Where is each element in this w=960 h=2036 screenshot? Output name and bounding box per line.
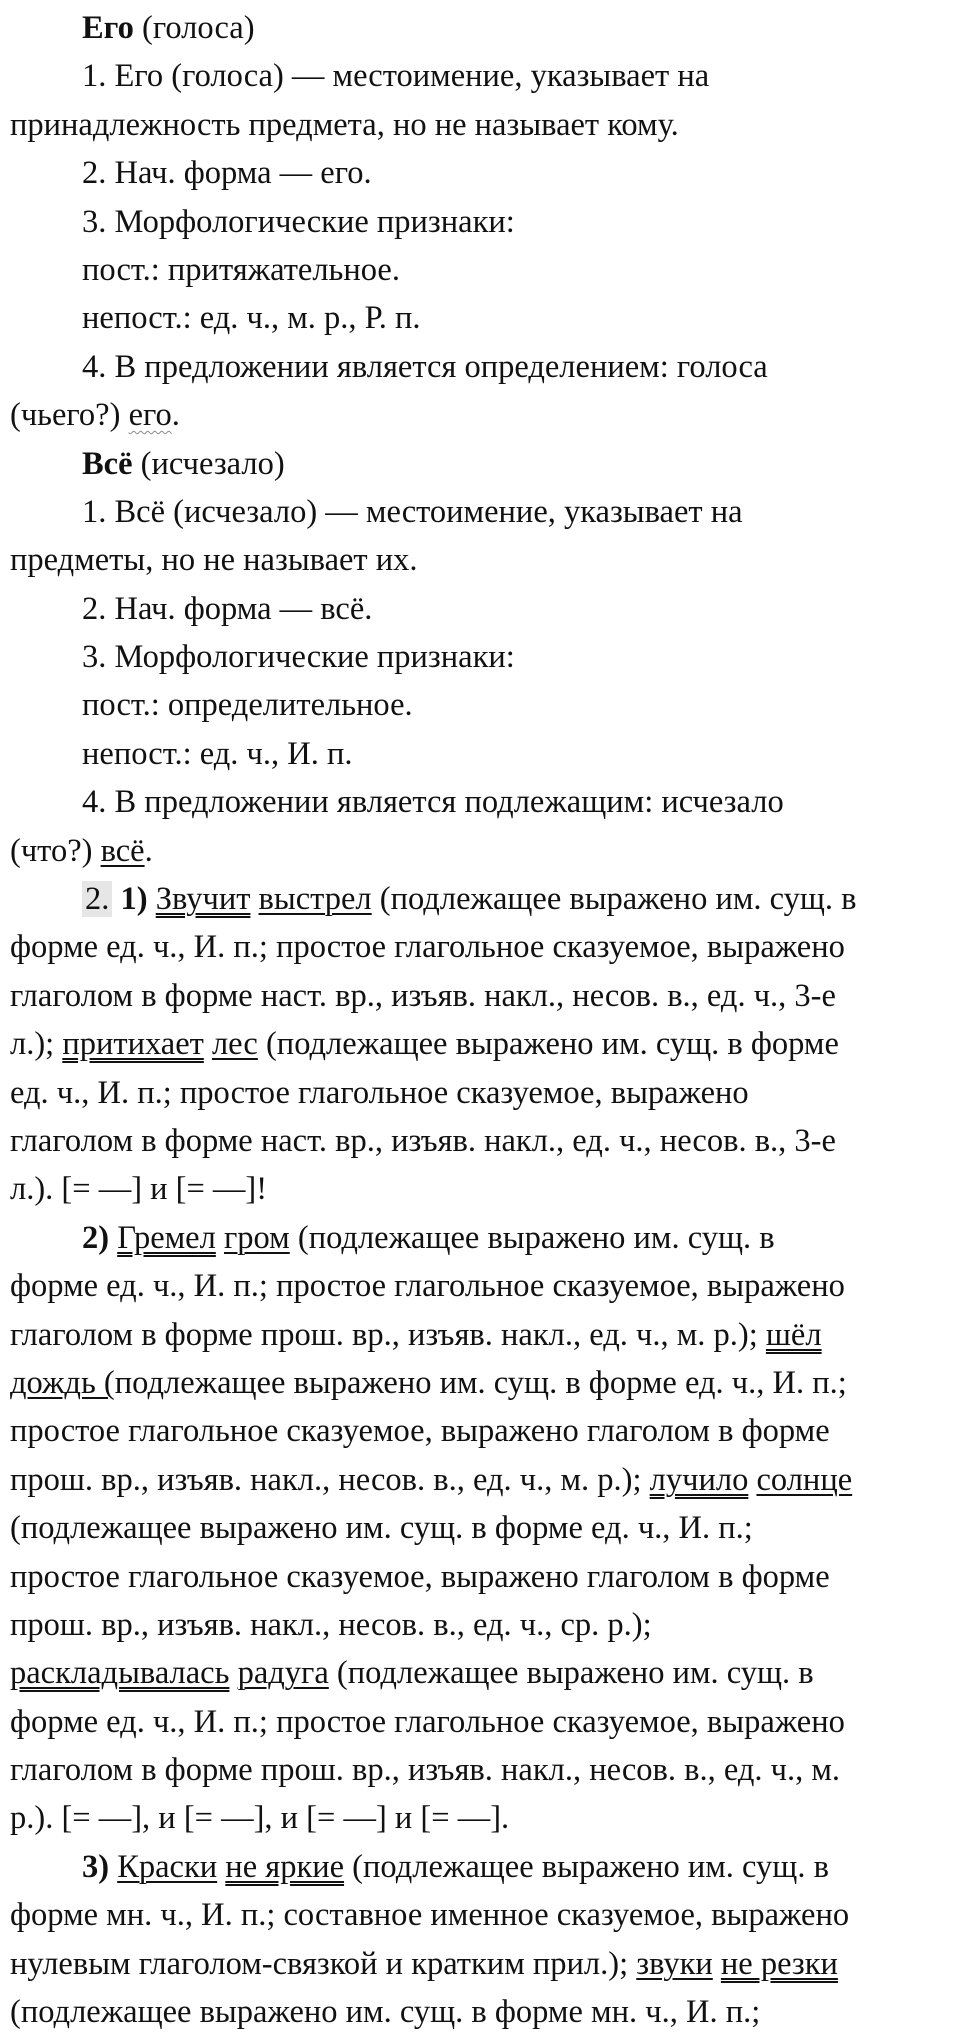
text-line [10,1843,950,1891]
text-line: ед. ч., И. п.; простое глагольное сказуемое, выражено [10,1074,749,1111]
text-line: глаголом в форме наст. вр., изъяв. накл., ед. ч., несов. в., 3-е [10,1122,836,1159]
subject-word: лес [211,1026,258,1063]
subject-word: гром [223,1219,290,1256]
text-line: (подлежащее выражено им. сущ. в форме мн. ч., И. п.; [10,1994,761,2031]
subject-word: солнце [756,1461,853,1498]
subject-underlined-word: всё [100,832,145,869]
predicate-word: шёл [765,1316,822,1353]
text-line [10,1456,950,1504]
word-title: Всё [82,445,133,482]
text-line: 1. Его (голоса) — местоимение, указывает на [82,58,710,95]
text-fragment: (подлежащее выражено им. сущ. в [328,1655,814,1692]
text-fragment: . [171,397,180,434]
predicate-word: лучило [649,1461,749,1498]
predicate-word: раскладывалась [10,1655,230,1692]
text-line: 3. Морфологические признаки: [82,203,515,240]
text-line: (подлежащее выражено им. сущ. в форме ед. ч., И. п.; [10,1510,753,1547]
text-line: пост.: притяжательное. [82,251,400,288]
word-heading [10,440,950,488]
subject-word: звуки [636,1945,713,1982]
text-line: глаголом в форме наст. вр., изъяв. накл., несов. в., ед. ч., 3-е [10,977,836,1014]
text-fragment: нулевым глаголом-связкой и кратким прил.); [10,1945,637,1982]
text-line: непост.: ед. ч., м. р., Р. п. [82,300,421,337]
text-line: р.). [= —], и [= —], и [= —] и [= —]. [10,1800,510,1837]
subject-word: Краски [117,1848,218,1885]
word-heading [10,4,950,52]
text-line: 4. В предложении является подлежащим: исчезало [82,784,784,821]
text-line: непост.: ед. ч., И. п. [82,735,353,772]
predicate-word: не резки [720,1945,838,1982]
subject-word: радуга [237,1655,329,1692]
text-line [10,1940,950,1988]
text-fragment: (подлежащее выражено им. сущ. в [371,881,857,918]
text-line [10,875,950,923]
text-line: прош. вр., изъяв. накл., несов. в., ед. ч., ср. р.); [10,1606,652,1643]
text-line [10,1020,950,1068]
text-line: 4. В предложении является определением: голоса [82,348,768,385]
predicate-word: притихает [62,1026,204,1063]
text-line: л.). [= —] и [= —]! [10,1171,268,1208]
text-fragment: л.); [10,1026,63,1063]
sentence-label: 1) [120,881,148,918]
text-line: 2. Нач. форма — его. [82,155,372,192]
text-line [10,391,950,439]
text-fragment: прош. вр., изъяв. накл., несов. в., ед. ч., м. р.); [10,1461,650,1498]
text-fragment: (чьего?) [10,397,129,434]
text-fragment: глаголом в форме прош. вр., изъяв. накл., ед. ч., м. р.); [10,1316,766,1353]
text-line: простое глагольное сказуемое, выражено глаголом в форме [10,1558,830,1595]
word-context: (голоса) [133,10,255,46]
text-line [10,827,950,875]
text-line: глаголом в форме прош. вр., изъяв. накл., несов. в., ед. ч., м. [10,1752,841,1789]
text-line: принадлежность предмета, но не называет кому. [10,106,679,143]
task-number: 2. [82,881,112,917]
attribute-underlined-word: его [128,397,172,434]
text-line: 3. Морфологические признаки: [82,639,515,676]
text-line: 2. Нач. форма — всё. [82,590,373,627]
text-fragment: (подлежащее выражено им. сущ. в [344,1848,829,1885]
text-line [10,1311,950,1359]
text-fragment: (подлежащее выражено им. сущ. в форме [257,1026,839,1063]
subject-word: выстрел [258,881,372,918]
text-line: 1. Всё (исчезало) — местоимение, указывает на [82,493,743,530]
text-line: предметы, но не называет их. [10,542,418,579]
sentence-label: 3) [82,1848,110,1885]
text-line [10,1214,950,1262]
text-line: форме ед. ч., И. п.; простое глагольное сказуемое, выражено [10,1703,845,1740]
sentence-label: 2) [82,1219,110,1256]
text-fragment: подлежащее выражено им. сущ. в форме ед. ч., И. п.; [114,1364,847,1401]
text-line: форме ед. ч., И. п.; простое глагольное сказуемое, выражено [10,1268,845,1305]
text-line: пост.: определительное. [82,687,413,724]
text-line: форме ед. ч., И. п.; простое глагольное сказуемое, выражено [10,929,845,966]
text-line [10,1649,950,1697]
text-fragment: (подлежащее выражено им. сущ. в [289,1219,775,1256]
text-line: форме мн. ч., И. п.; составное именное сказуемое, выражено [10,1897,850,1934]
predicate-word: Гремел [117,1219,216,1256]
predicate-word: не яркие [225,1848,345,1885]
word-title: Его [82,10,134,46]
text-fragment: . [144,832,153,869]
text-line [10,1359,950,1407]
predicate-word: Звучит [155,881,251,918]
word-context: (исчезало) [132,445,285,482]
text-fragment: (что?) [10,832,101,869]
subject-word: дождь ( [10,1364,115,1401]
text-line: простое глагольное сказуемое, выражено глаголом в форме [10,1413,830,1450]
